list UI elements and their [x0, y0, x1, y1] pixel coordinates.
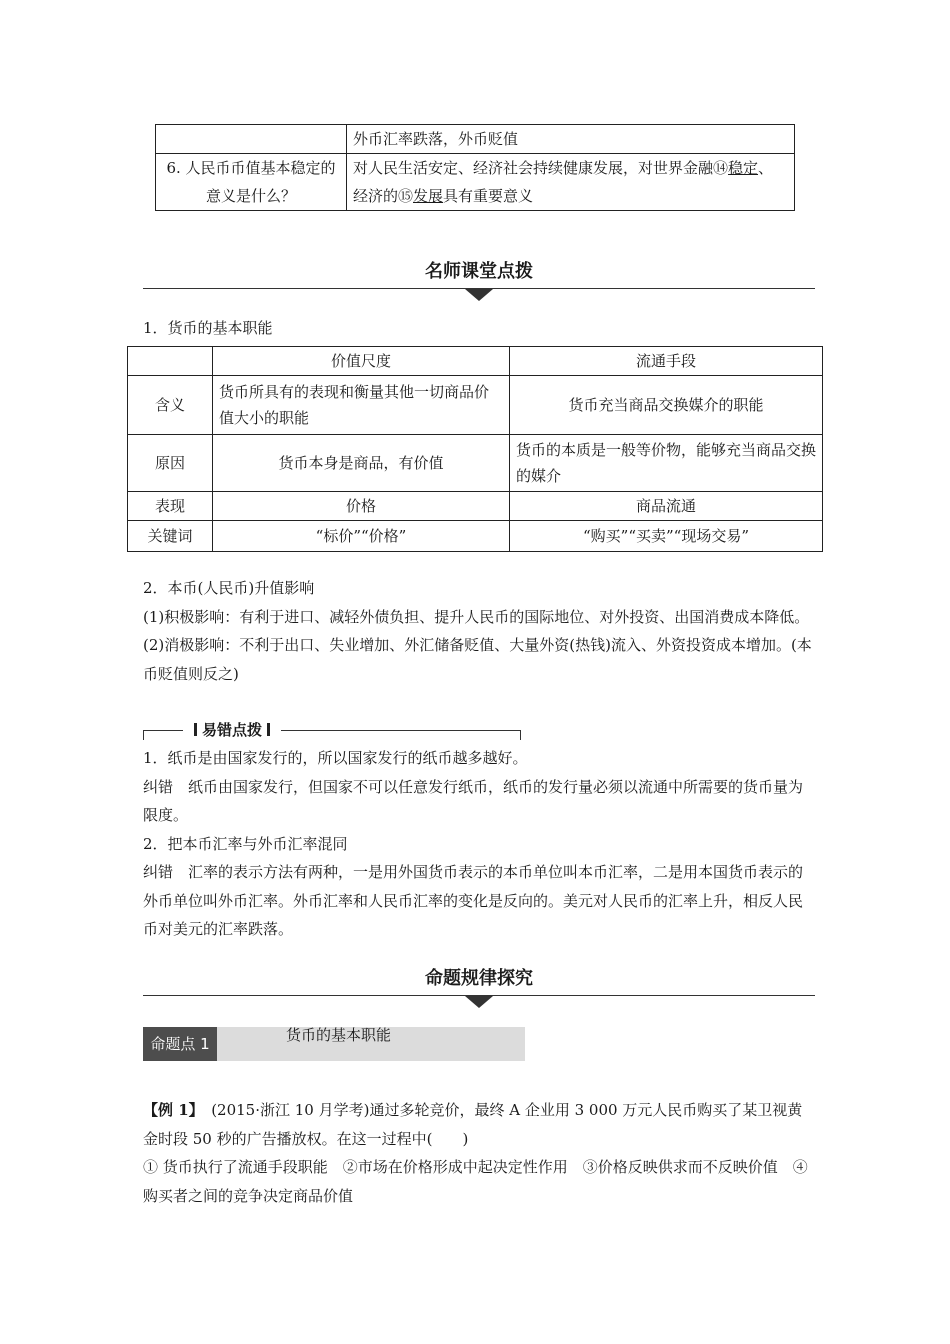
- function-table: [127, 346, 823, 552]
- table-cell: 货币的本质是一般等价物，能够充当商品交换的媒介: [510, 435, 823, 492]
- table-header-row: [128, 347, 823, 376]
- error-item: 2．把本币汇率与外币汇率混同: [143, 834, 348, 853]
- row-label: 原因: [128, 435, 213, 492]
- table-cell: [156, 125, 347, 154]
- example-text: (2015·浙江 10 月学考)通过多轮竞价，最终 A 企业用 3 000 万元人民币购买了某卫视黄金时段 50 秒的广告播放权。在这一过程中( ): [143, 1101, 803, 1148]
- table-cell: 货币充当商品交换媒介的职能: [510, 376, 823, 435]
- header-cell: [128, 347, 213, 376]
- easy-error-header: [143, 721, 521, 739]
- table-cell: “购买”“买卖”“现场交易”: [510, 521, 823, 552]
- table-row: [128, 376, 823, 435]
- bar-marker-icon: [267, 723, 270, 736]
- example-question: [143, 1096, 815, 1153]
- table-row: [156, 125, 795, 154]
- error-item: 1．纸币是由国家发行的，所以国家发行的纸币越多越好。: [143, 749, 528, 767]
- label-text: 易错点拨: [202, 721, 263, 739]
- answer-text: 对人民生活安定、经济社会持续健康发展，对世界金融⑭: [353, 159, 729, 177]
- error-correction: 纠错 汇率的表示方法有两种，一是用外国货币表示的本币单位叫本币汇率，二是用本国货币表示的外币单位叫外币汇率。外币汇率和人民币汇率的变化是反向的。美元对人民币的汇率上升，相反人民币对美元的汇率跌落。: [143, 863, 804, 938]
- question-cell: 6. 人民币币值基本稳定的意义是什么？: [156, 154, 347, 211]
- proposition-badge: 命题点 1: [143, 1027, 217, 1061]
- table-cell: 货币本身是商品，有价值: [213, 435, 510, 492]
- row-label: 表现: [128, 492, 213, 521]
- table-cell: 价格: [213, 492, 510, 521]
- negative-effects: (2)消极影响：不利于出口、失业增加、外汇储备贬值、大量外资(热钱)流入、外资投资成本增加。(本币贬值则反之): [143, 636, 812, 683]
- table-cell: “标价”“价格”: [213, 521, 510, 552]
- table-cell: 外币汇率跌落，外币贬值: [347, 125, 795, 154]
- top-table: [155, 124, 795, 211]
- table-row: [156, 154, 795, 211]
- triangle-marker-icon: [465, 289, 493, 301]
- proposition-title: 货币的基本职能: [286, 1026, 392, 1044]
- divider: [520, 730, 521, 740]
- triangle-marker-icon: [465, 996, 493, 1008]
- point-title: 1．货币的基本职能: [143, 319, 273, 337]
- example-tag: 【例 1】: [143, 1101, 197, 1119]
- answer-blank-14: 稳定: [728, 159, 759, 177]
- section-title: 名师课堂点拨: [425, 261, 533, 282]
- point-title: 2．本币(人民币)升值影响: [143, 579, 315, 597]
- table-row: [128, 521, 823, 552]
- error-correction: 纠错 纸币由国家发行，但国家不可以任意发行纸币，纸币的发行量必须以流通中所需要的货币量为限度。: [143, 777, 804, 824]
- table-cell: 商品流通: [510, 492, 823, 521]
- divider: [143, 730, 144, 740]
- header-cell: 流通手段: [510, 347, 823, 376]
- table-row: [128, 435, 823, 492]
- example-options: ① 货币执行了流通手段职能 ②市场在价格形成中起决定性作用 ③价格反映供求而不反映价值 ④购买者之间的竞争决定商品价值: [143, 1158, 808, 1205]
- bar-marker-icon: [194, 723, 197, 736]
- easy-error-block: [143, 744, 815, 944]
- positive-effects: (1)积极影响：有利于进口、减轻外债负担、提升人民币的国际地位、对外投资、出国消费成本降低。: [143, 607, 810, 626]
- point2-block: [143, 574, 815, 688]
- table-row: [128, 492, 823, 521]
- easy-error-label: [183, 719, 281, 741]
- row-label: 关键词: [128, 521, 213, 552]
- table-cell: 货币所具有的表现和衡量其他一切商品价值大小的职能: [213, 376, 510, 435]
- answer-cell: [347, 154, 795, 211]
- answer-text: 、经济的⑮: [353, 159, 774, 205]
- header-cell: 价值尺度: [213, 347, 510, 376]
- row-label: 含义: [128, 376, 213, 435]
- example-block: [143, 1096, 815, 1210]
- section-title: 命题规律探究: [425, 968, 533, 989]
- answer-text: 具有重要意义: [443, 187, 534, 205]
- answer-blank-15: 发展: [413, 187, 444, 205]
